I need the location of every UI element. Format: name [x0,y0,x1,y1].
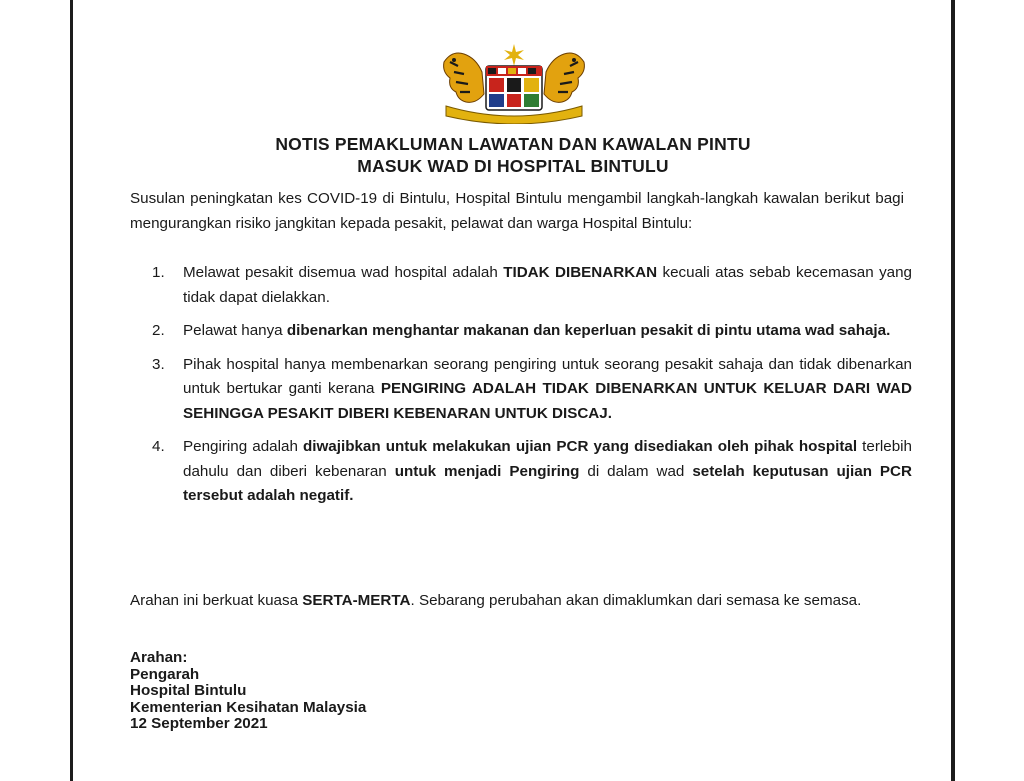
signoff-date: 12 September 2021 [130,715,268,733]
list-item-text: Pelawat hanya [183,322,287,339]
list-item-text: Pengiring adalah [183,438,303,455]
list-item-number: 1. [152,264,165,281]
page-border-right [951,0,955,781]
signoff-ministry: Kementerian Kesihatan Malaysia [130,698,367,716]
list-item [152,435,912,509]
closing-text: . Sebarang perubahan akan dimaklumkan dari semasa ke semasa. [410,592,862,609]
signoff-label: Arahan: [130,649,188,666]
closing-paragraph [130,589,904,613]
list-item-number: 2. [152,322,165,339]
list-item-bold-text: dibenarkan menghantar makanan dan keperluan pesakit di pintu utama wad sahaja. [286,322,891,339]
list-item-text: kecuali atas sebab kecemasan yang tidak dapat dielakkan. [183,264,913,306]
list-item-text: terlebih dahulu dan diberi kebenaran [183,438,912,480]
measures-list [152,261,912,518]
list-item-bold-text: TIDAK DIBENARKAN [503,264,658,281]
list-item-number: 4. [152,438,165,455]
list-item-bold-text: untuk menjadi Pengiring [394,462,580,480]
list-item-text: di dalam wad [579,462,693,480]
list-item [152,319,912,344]
list-item-text: Pihak hospital hanya membenarkan seorang pengiring untuk seorang pesakit sahaja dan tidak dibenarkan untuk bertukar ganti kerana [183,355,912,397]
list-item-bold-text: setelah keputusan ujian PCR tersebut adalah negatif. [183,462,912,504]
notice-title-line-2: MASUK WAD DI HOSPITAL BINTULU [357,156,669,176]
malaysia-coat-of-arms-icon [436,42,592,124]
notice-title-line-1: NOTIS PEMAKLUMAN LAWATAN DAN KAWALAN PINTU [275,134,751,154]
list-item [152,353,912,427]
list-item-bold-text: PENGIRING ADALAH TIDAK DIBENARKAN UNTUK KELUAR DARI WAD SEHINGGA PESAKIT DIBERI KEBENARAN UNTUK DISCAJ. [183,380,912,422]
closing-bold-text: SERTA-MERTA [302,592,411,609]
list-item-text: Melawat pesakit disemua wad hospital adalah [183,264,504,281]
signoff-title: Pengarah [130,665,200,683]
intro-paragraph: Susulan peningkatan kes COVID-19 di Bintulu, Hospital Bintulu mengambil langkah-langkah kawalan berikut bagi mengurangkan risiko jangkitan kepada pesakit, pelawat dan warga Hospital Bintulu: [130,190,904,232]
list-item-bold-text: diwajibkan untuk melakukan ujian PCR yang disediakan oleh pihak hospital [303,438,858,455]
notice-title [130,133,896,177]
page-border-left [70,0,73,781]
signoff-block [130,650,366,733]
list-item [152,261,912,310]
list-item-number: 3. [152,355,165,373]
signoff-organization: Hospital Bintulu [130,682,247,700]
closing-text: Arahan ini berkuat kuasa [130,592,303,609]
